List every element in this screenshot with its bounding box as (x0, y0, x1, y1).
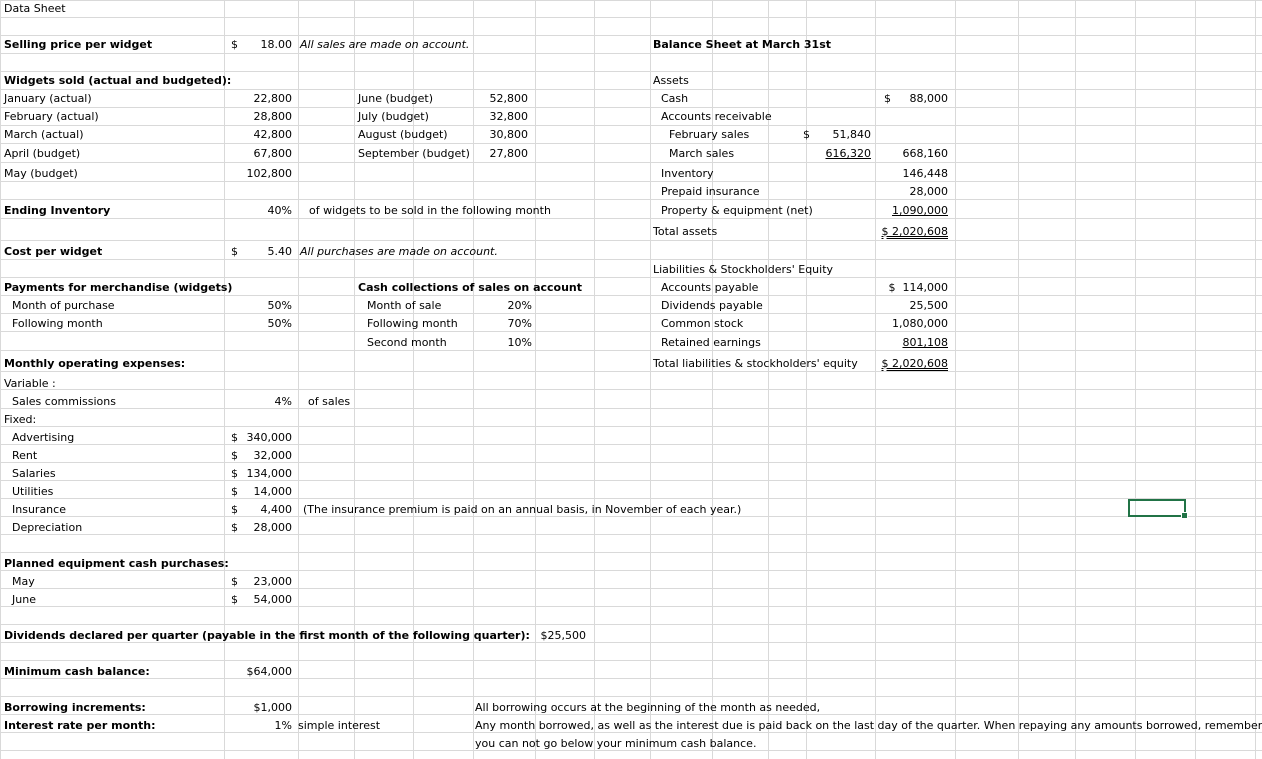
grid-row-line (0, 0, 1262, 1)
retained-value[interactable]: 801,108 (902, 336, 948, 349)
grid-col-line (224, 0, 225, 759)
grid-row-line (0, 534, 1262, 535)
grid-row-line (0, 259, 1262, 260)
borrowing-label[interactable]: Borrowing increments: (4, 701, 146, 714)
fixed-expense-currency: $ (231, 521, 238, 534)
grid-row-line (0, 181, 1262, 182)
collections-row-label[interactable]: Following month (367, 317, 458, 330)
grid-row-line (0, 371, 1262, 372)
payments-row-label[interactable]: Following month (12, 317, 103, 330)
commissions-label[interactable]: Sales commissions (12, 395, 116, 408)
grid-row-line (0, 89, 1262, 90)
assets-label[interactable]: Assets (653, 74, 689, 87)
grid-row-line (0, 498, 1262, 499)
commissions-note[interactable]: of sales (308, 395, 351, 408)
min-cash-label[interactable]: Minimum cash balance: (4, 665, 150, 678)
widgets-units[interactable]: 42,800 (253, 128, 292, 141)
payments-row-label[interactable]: Month of purchase (12, 299, 115, 312)
divpay-value[interactable]: 25,500 (909, 299, 948, 312)
grid-row-line (0, 624, 1262, 625)
operating-heading[interactable]: Monthly operating expenses: (4, 357, 186, 370)
grid-row-line (0, 53, 1262, 54)
equipment-row-value[interactable]: 54,000 (253, 593, 292, 606)
equipment-row-value[interactable]: 23,000 (253, 575, 292, 588)
insurance-note[interactable]: (The insurance premium is paid on an annual basis, in November of each year.) (303, 503, 742, 516)
collections-row-label[interactable]: Month of sale (367, 299, 442, 312)
fixed-expense-currency: $ (231, 503, 238, 516)
fixed-expense-label[interactable]: Utilities (12, 485, 54, 498)
common-label[interactable]: Common stock (661, 317, 744, 330)
grid-row-line (0, 389, 1262, 390)
feb-sales-label[interactable]: February sales (669, 128, 750, 141)
collections-row-label[interactable]: Second month (367, 336, 447, 349)
selling-price-label[interactable]: Selling price per widget (4, 38, 153, 51)
grid-row-line (0, 218, 1262, 219)
grid-col-line (1255, 0, 1256, 759)
grid-col-line (354, 0, 355, 759)
ap-value[interactable]: $ 114,000 (888, 281, 948, 294)
grid-col-line (875, 0, 876, 759)
dividends-value[interactable]: $25,500 (540, 629, 586, 642)
fixed-expense-value[interactable]: 340,000 (246, 431, 292, 444)
grid-col-line (650, 0, 651, 759)
total-le-label[interactable]: Total liabilities & stockholders' equity (653, 357, 858, 370)
borrowing-value[interactable]: $1,000 (253, 701, 292, 714)
balance-sheet-title[interactable]: Balance Sheet at March 31st (653, 38, 832, 51)
borrowing-note[interactable]: All borrowing occurs at the beginning of the month as needed, (475, 701, 821, 714)
fixed-expense-value[interactable]: 4,400 (260, 503, 292, 516)
grid-col-line (0, 0, 1, 759)
widgets-units[interactable]: 22,800 (253, 92, 292, 105)
widgets-month[interactable]: August (budget) (358, 128, 448, 141)
widgets-units[interactable]: 52,800 (489, 92, 528, 105)
ap-label[interactable]: Accounts payable (661, 281, 759, 294)
grid-row-line (0, 71, 1262, 72)
grid-col-line (298, 0, 299, 759)
cost-currency: $ (231, 245, 238, 258)
widgets-month[interactable]: January (actual) (4, 92, 92, 105)
fixed-expense-value[interactable]: 28,000 (253, 521, 292, 534)
widgets-month[interactable]: September (budget) (358, 147, 470, 160)
grid-col-line (806, 0, 807, 759)
grid-row-line (0, 331, 1262, 332)
grid-row-line (0, 480, 1262, 481)
payments-row-pct[interactable]: 50% (267, 317, 292, 330)
cash-label[interactable]: Cash (661, 92, 689, 105)
widgets-units[interactable]: 28,800 (253, 110, 292, 123)
grid-row-line (0, 552, 1262, 553)
grid-row-line (0, 17, 1262, 18)
widgets-units[interactable]: 67,800 (253, 147, 292, 160)
widgets-month[interactable]: May (budget) (4, 167, 78, 180)
grid-col-line (955, 0, 956, 759)
fixed-expense-label[interactable]: Insurance (12, 503, 66, 516)
common-value[interactable]: 1,080,000 (892, 317, 948, 330)
payments-heading[interactable]: Payments for merchandise (widgets) (4, 281, 233, 294)
liabilities-label[interactable]: Liabilities & Stockholders' Equity (653, 263, 834, 276)
collections-row-pct[interactable]: 20% (507, 299, 532, 312)
grid-row-line (0, 408, 1262, 409)
grid-row-line (0, 606, 1262, 607)
grid-row-line (0, 240, 1262, 241)
equipment-row-label[interactable]: June (12, 593, 36, 606)
grid-col-line (594, 0, 595, 759)
fixed-expense-currency: $ (231, 467, 238, 480)
widgets-units[interactable]: 30,800 (489, 128, 528, 141)
fixed-expense-label[interactable]: Advertising (12, 431, 75, 444)
interest-note-2[interactable]: you can not go below your minimum cash balance. (475, 737, 757, 750)
fixed-expense-value[interactable]: 134,000 (246, 467, 292, 480)
interest-value[interactable]: 1% (274, 719, 292, 732)
total-assets-value[interactable]: $ 2,020,608 (881, 225, 948, 238)
grid-row-line (0, 143, 1262, 144)
prepaid-label[interactable]: Prepaid insurance (661, 185, 760, 198)
ending-inventory-pct[interactable]: 40% (267, 204, 292, 217)
prepaid-value[interactable]: 28,000 (909, 185, 948, 198)
grid-row-line (0, 588, 1262, 589)
mar-sales-value[interactable]: 616,320 (825, 147, 871, 160)
payments-row-pct[interactable]: 50% (267, 299, 292, 312)
grid-row-line (0, 313, 1262, 314)
inventory-value[interactable]: 146,448 (902, 167, 948, 180)
equipment-currency: $ (231, 593, 238, 606)
commissions-pct[interactable]: 4% (274, 395, 292, 408)
grid-row-line (0, 125, 1262, 126)
widgets-units[interactable]: 32,800 (489, 110, 528, 123)
grid-row-line (0, 696, 1262, 697)
widgets-month[interactable]: July (budget) (358, 110, 429, 123)
widgets-month[interactable]: June (budget) (358, 92, 434, 105)
grid-col-line (1135, 0, 1136, 759)
grid-row-line (0, 295, 1262, 296)
selling-price-note[interactable]: All sales are made on account. (300, 38, 470, 51)
equipment-currency: $ (231, 575, 238, 588)
cost-per-widget-label[interactable]: Cost per widget (4, 245, 103, 258)
grid-row-line (0, 107, 1262, 108)
retained-label[interactable]: Retained earnings (661, 336, 761, 349)
grid-row-line (0, 462, 1262, 463)
selling-price-value[interactable]: 18.00 (260, 38, 292, 51)
grid-col-line (1075, 0, 1076, 759)
collections-row-pct[interactable]: 10% (507, 336, 532, 349)
widgets-month[interactable]: April (budget) (4, 147, 81, 160)
widgets-month[interactable]: March (actual) (4, 128, 84, 141)
fixed-expense-label[interactable]: Rent (12, 449, 38, 462)
grid-row-line (0, 350, 1262, 351)
fixed-expense-label[interactable]: Depreciation (12, 521, 83, 534)
grid-row-line (0, 162, 1262, 163)
mar-sales-label[interactable]: March sales (669, 147, 735, 160)
collections-heading[interactable]: Cash collections of sales on account (358, 281, 583, 294)
widgets-units[interactable]: 27,800 (489, 147, 528, 160)
ending-inventory-label[interactable]: Ending Inventory (4, 204, 111, 217)
cash-value[interactable]: 88,000 (909, 92, 948, 105)
cost-per-widget-value[interactable]: 5.40 (267, 245, 292, 258)
widgets-sold-heading[interactable]: Widgets sold (actual and budgeted): (4, 74, 232, 87)
fixed-expense-value[interactable]: 32,000 (253, 449, 292, 462)
selected-cell[interactable] (1128, 499, 1186, 517)
variable-label[interactable]: Variable : (4, 377, 56, 390)
feb-sales-value[interactable]: 51,840 (832, 128, 871, 141)
grid-col-line (1018, 0, 1019, 759)
ar-total-value[interactable]: 668,160 (902, 147, 948, 160)
interest-unit[interactable]: simple interest (298, 719, 381, 732)
fixed-expense-currency: $ (231, 449, 238, 462)
inventory-label[interactable]: Inventory (661, 167, 714, 180)
divpay-label[interactable]: Dividends payable (661, 299, 763, 312)
grid-row-line (0, 426, 1262, 427)
grid-row-line (0, 660, 1262, 661)
grid-row-line (0, 277, 1262, 278)
interest-note-1[interactable]: Any month borrowed, as well as the interest due is paid back on the last day of the quarter. When repaying any amounts borrowed, remember (475, 719, 1262, 732)
grid-row-line (0, 444, 1262, 445)
ppe-value[interactable]: 1,090,000 (892, 204, 948, 217)
ending-inventory-note[interactable]: of widgets to be sold in the following month (309, 204, 551, 217)
grid-row-line (0, 678, 1262, 679)
grid-row-line (0, 199, 1262, 200)
total-assets-label[interactable]: Total assets (653, 225, 718, 238)
equipment-row-label[interactable]: May (12, 575, 35, 588)
sheet-title[interactable]: Data Sheet (4, 2, 66, 15)
cash-currency: $ (884, 92, 891, 105)
selling-price-currency: $ (231, 38, 238, 51)
fixed-expense-label[interactable]: Salaries (12, 467, 56, 480)
grid-col-line (1195, 0, 1196, 759)
interest-label[interactable]: Interest rate per month: (4, 719, 156, 732)
ppe-label[interactable]: Property & equipment (net) (661, 204, 813, 217)
fixed-label[interactable]: Fixed: (4, 413, 37, 426)
collections-row-pct[interactable]: 70% (507, 317, 532, 330)
fixed-expense-currency: $ (231, 431, 238, 444)
feb-sales-currency: $ (803, 128, 810, 141)
widgets-month[interactable]: February (actual) (4, 110, 99, 123)
cost-per-widget-note[interactable]: All purchases are made on account. (300, 245, 498, 258)
ar-label[interactable]: Accounts receivable (661, 110, 772, 123)
fixed-expense-value[interactable]: 14,000 (253, 485, 292, 498)
fixed-expense-currency: $ (231, 485, 238, 498)
widgets-units[interactable]: 102,800 (246, 167, 292, 180)
grid-row-line (0, 35, 1262, 36)
total-le-value[interactable]: $ 2,020,608 (881, 357, 948, 370)
grid-col-line (535, 0, 536, 759)
dividends-label[interactable]: Dividends declared per quarter (payable in the first month of the following quarter): (4, 629, 530, 642)
min-cash-value[interactable]: $64,000 (246, 665, 292, 678)
equipment-heading[interactable]: Planned equipment cash purchases: (4, 557, 229, 570)
